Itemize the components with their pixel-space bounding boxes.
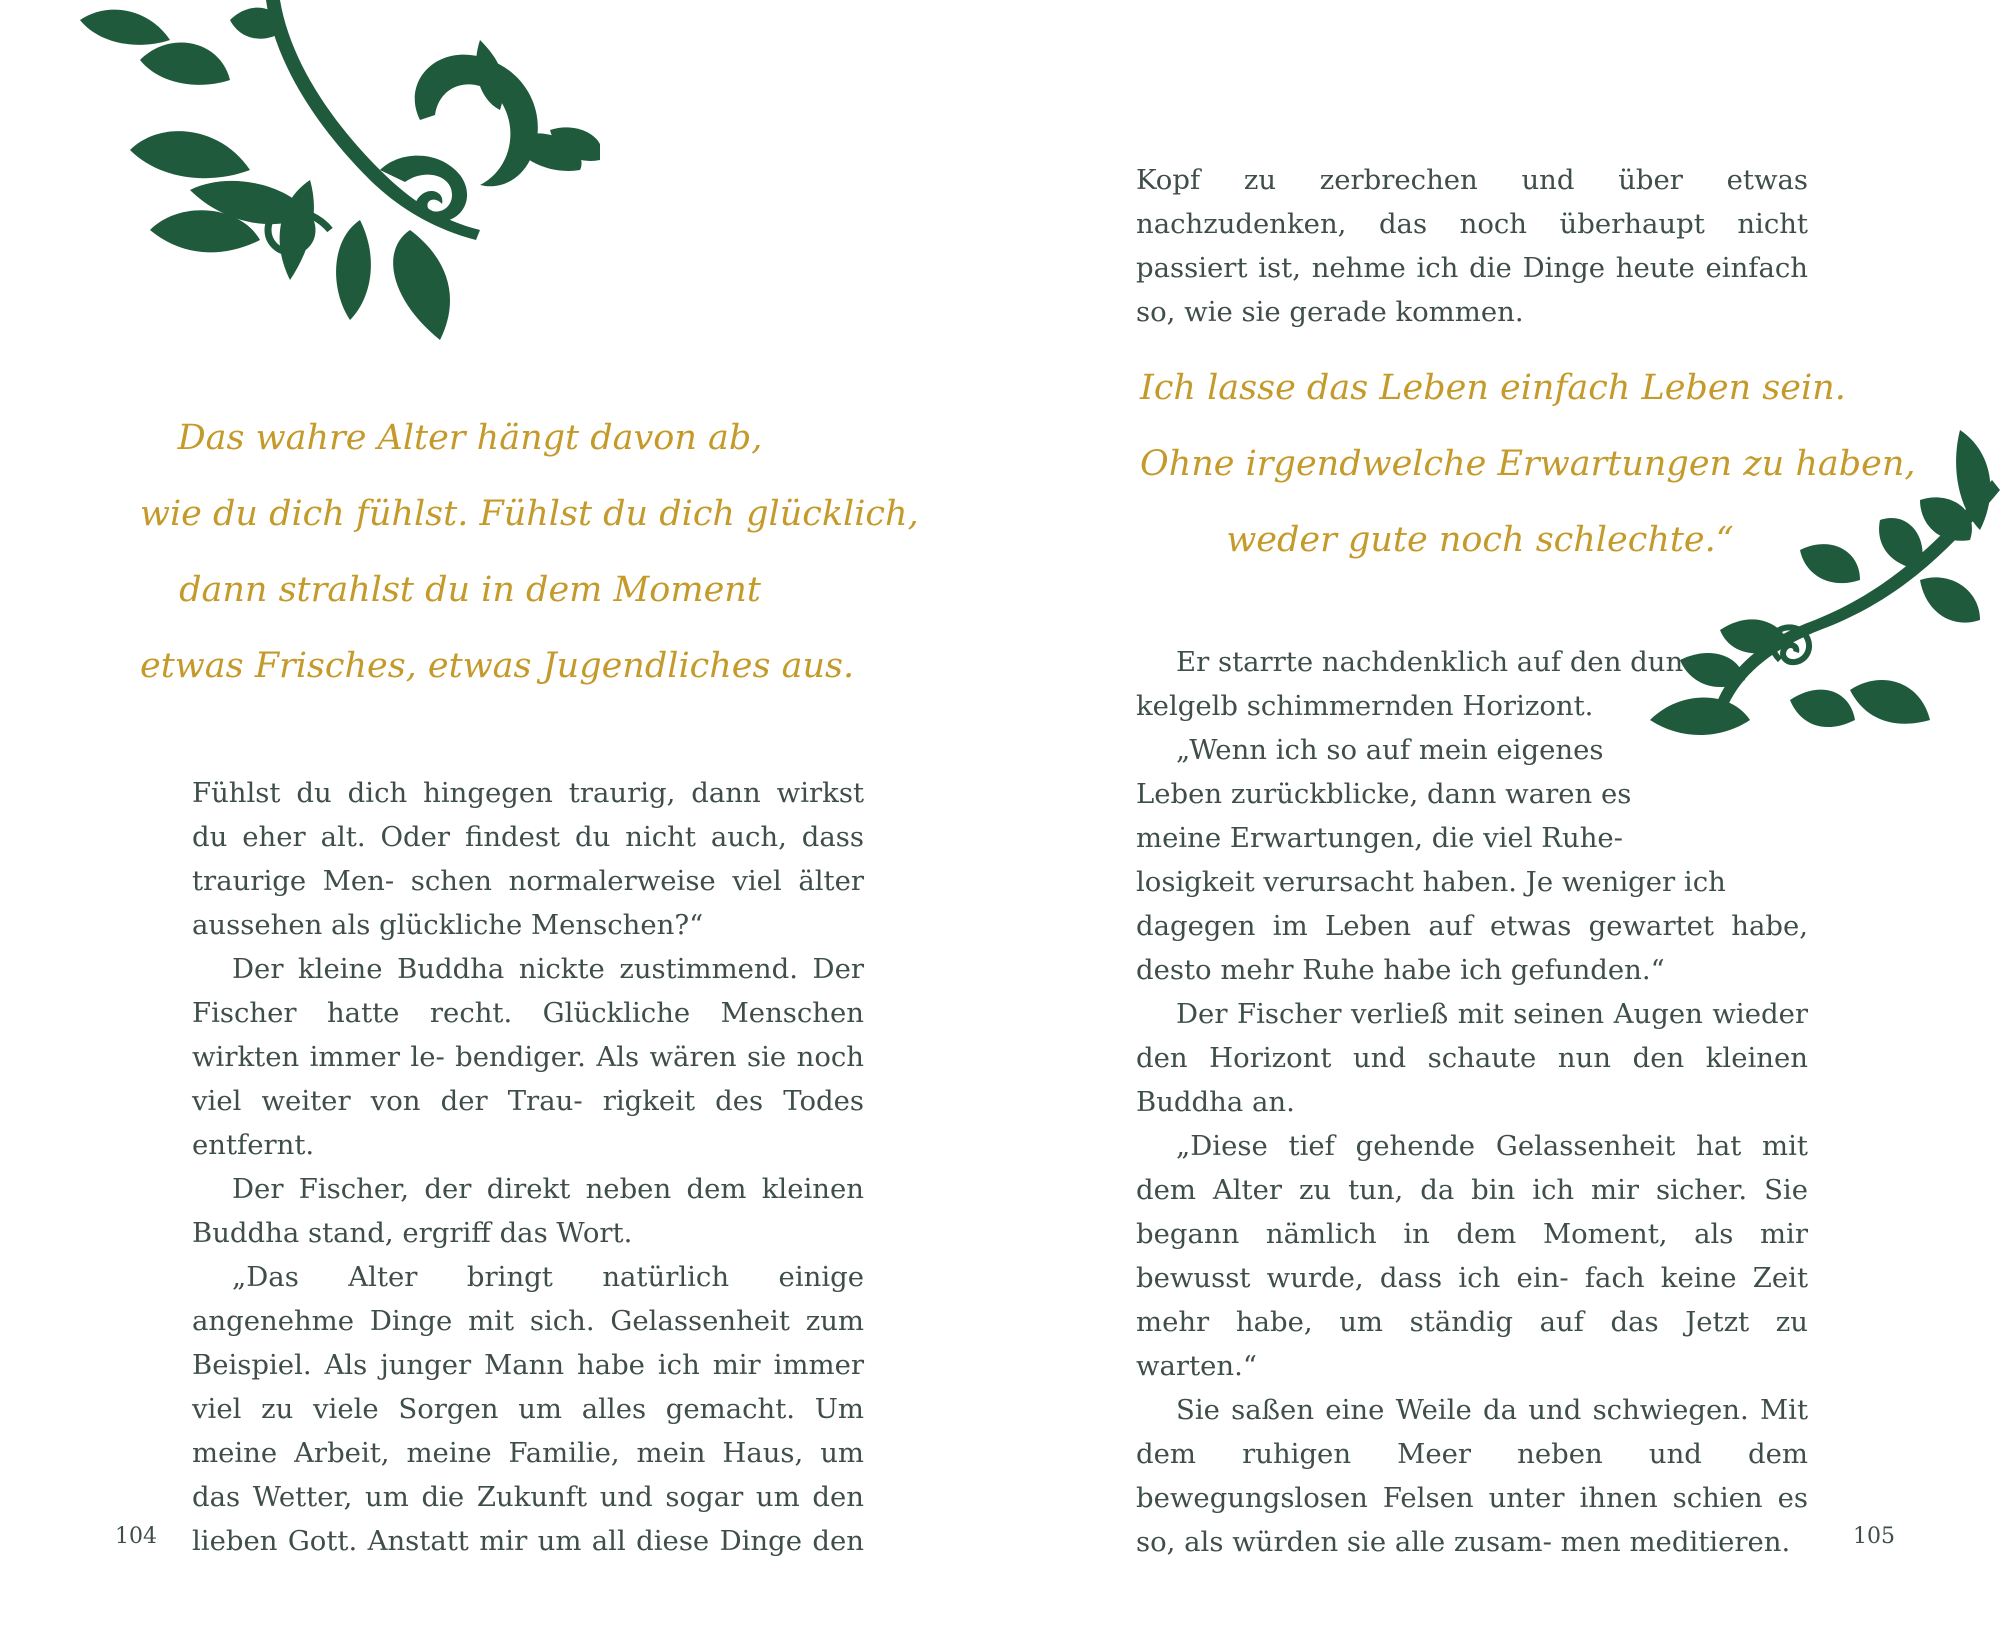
text-line: meine Erwartungen, die viel Ruhe- xyxy=(1136,822,1623,854)
quote-line: wie du dich fühlst. Fühlst du dich glücklich, xyxy=(140,494,919,534)
paragraph: „Das Alter bringt natürlich einige angenehme Dinge mit sich. Gelassenheit zum Beispiel. Als junger Mann habe ich mir immer viel zu viele Sorgen um alles gemacht. Um meine Arbeit, meine Familie, mein Haus, um das Wetter, um die Zukunft und sogar um den lieben Gott. Anstatt mir um all diese Dinge den xyxy=(192,1261,864,1557)
quote-line: etwas Frisches, etwas Jugendliches aus. xyxy=(140,646,855,686)
text-line: kelgelb schimmernden Horizont. xyxy=(1136,690,1594,722)
body-text-right-bottom xyxy=(1136,904,1808,1564)
paragraph: Kopf zu zerbrechen und über etwas nachzudenken, das noch überhaupt nicht passiert ist, nehme ich die Dinge heute einfach so, wie sie gerade kommen. xyxy=(1136,164,1808,328)
body-text-right-wrapped xyxy=(1136,640,1808,904)
vine-ornament-top-left xyxy=(80,0,600,370)
body-text-left xyxy=(192,771,864,1563)
text-line: Er starrte nachdenklich auf den dun- xyxy=(1176,646,1693,678)
paragraph: Fühlst du dich hingegen traurig, dann wirkst du eher alt. Oder findest du nicht auch, dass traurige Men- schen normalerweise viel älter aussehen als glückliche Menschen?“ xyxy=(192,777,864,941)
quote-line: Ohne irgendwelche Erwartungen zu haben, xyxy=(1140,444,1916,484)
right-page xyxy=(1000,0,2000,1640)
page-number: 104 xyxy=(115,1524,157,1549)
quote-line: Das wahre Alter hängt davon ab, xyxy=(177,418,763,458)
text-line: Leben zurückblicke, dann waren es xyxy=(1136,778,1632,810)
quote-line: Ich lasse das Leben einfach Leben sein. xyxy=(1140,368,1846,408)
quote-line: weder gute noch schlechte.“ xyxy=(1226,520,1734,560)
text-line: „Wenn ich so auf mein eigenes xyxy=(1176,734,1604,766)
text-line: losigkeit verursacht haben. Je weniger ich xyxy=(1136,866,1726,898)
page-number: 105 xyxy=(1853,1524,1895,1549)
paragraph: Der kleine Buddha nickte zustimmend. Der Fischer hatte recht. Glückliche Menschen wirkten immer le- bendiger. Als wären sie noch viel weiter von der Trau- rigkeit des Todes entfernt. xyxy=(192,953,864,1161)
quote-line: dann strahlst du in dem Moment xyxy=(179,570,761,610)
paragraph: Der Fischer, der direkt neben dem kleinen Buddha stand, ergriff das Wort. xyxy=(192,1173,864,1249)
paragraph: „Diese tief gehende Gelassenheit hat mit dem Alter zu tun, da bin ich mir sicher. Sie begann nämlich in dem Moment, als mir bewusst wurde, dass ich ein- fach keine Zeit mehr habe, um ständig auf das Jetzt zu warten.“ xyxy=(1136,1130,1808,1382)
pull-quote-left xyxy=(140,400,919,704)
paragraph: Der Fischer verließ mit seinen Augen wieder den Horizont und schaute nun den kleinen Buddha an. xyxy=(1136,998,1808,1118)
paragraph: Sie saßen eine Weile da und schwiegen. Mit dem ruhigen Meer neben und dem bewegungslosen Felsen unter ihnen schien es so, als würden sie alle zusam- men meditieren. xyxy=(1136,1394,1808,1558)
paragraph: dagegen im Leben auf etwas gewartet habe, desto mehr Ruhe habe ich gefunden.“ xyxy=(1136,910,1808,986)
body-text-right-top xyxy=(1136,158,1808,334)
